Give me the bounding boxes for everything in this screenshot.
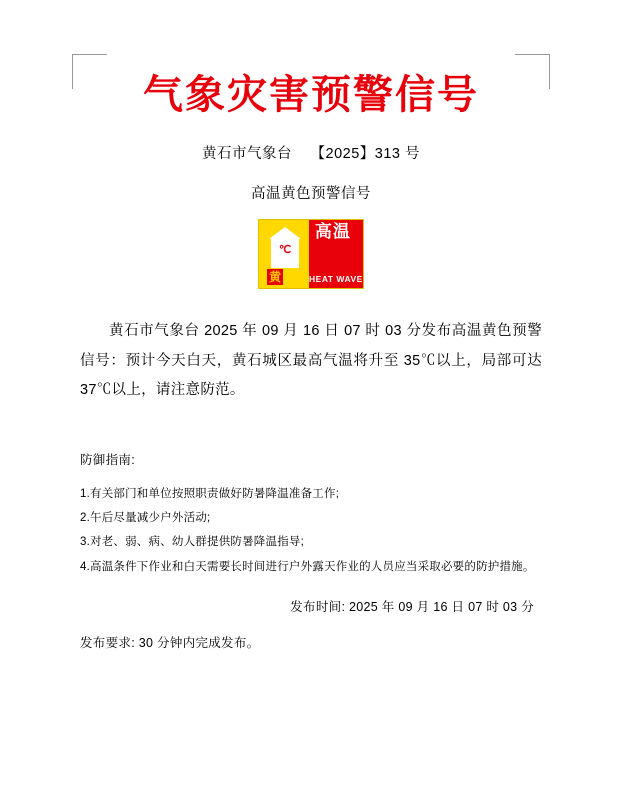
degree-symbol: ℃ xyxy=(278,244,292,256)
warning-icon-english-text: HEAT WAVE xyxy=(309,274,363,284)
list-item: 3.对老、弱、病、幼人群提供防暑降温指导; xyxy=(80,536,304,549)
high-temperature-warning-icon xyxy=(258,219,364,289)
document-content xyxy=(80,60,542,651)
document-number: 【2025】313 号 xyxy=(310,146,420,162)
publish-requirement-value: 30 分钟内完成发布。 xyxy=(138,635,260,650)
house-icon xyxy=(269,227,301,269)
list-item: 2.午后尽量减少户外活动; xyxy=(80,512,211,525)
body-paragraph: 黄石市气象台 2025 年 09 月 16 日 07 时 03 分发布高温黄色预警信号：预计今天白天，黄石城区最高气温将升至 35℃以上，局部可达 37℃以上，请注意防范。 xyxy=(80,323,542,399)
warning-icon-main-text: 高温 xyxy=(314,222,351,242)
list-item: 4.高温条件下作业和白天需要长时间进行户外露天作业的人员应当采取必要的防护措施。 xyxy=(80,560,535,573)
issuer-name: 黄石市气象台 xyxy=(201,146,292,162)
publish-requirement xyxy=(80,633,542,651)
level-char-badge: 黄 xyxy=(269,270,282,284)
publish-time-value: 2025 年 09 月 16 日 07 时 03 分 xyxy=(349,599,534,614)
warning-icon-right xyxy=(309,220,363,288)
guide-list xyxy=(80,482,542,579)
publish-time xyxy=(80,597,542,615)
issuer-line xyxy=(80,142,542,163)
guide-title: 防御指南: xyxy=(80,453,135,468)
warning-icon-left xyxy=(259,220,309,288)
publish-requirement-label: 发布要求: xyxy=(80,635,135,650)
publish-time-label: 发布时间: xyxy=(290,599,346,614)
list-item: 1.有关部门和单位按照职责做好防暑降温准备工作; xyxy=(80,488,340,501)
page-title: 气象灾害预警信号 xyxy=(143,71,479,118)
warning-icon-wrapper xyxy=(80,219,542,289)
signal-name: 高温黄色预警信号 xyxy=(251,186,371,202)
